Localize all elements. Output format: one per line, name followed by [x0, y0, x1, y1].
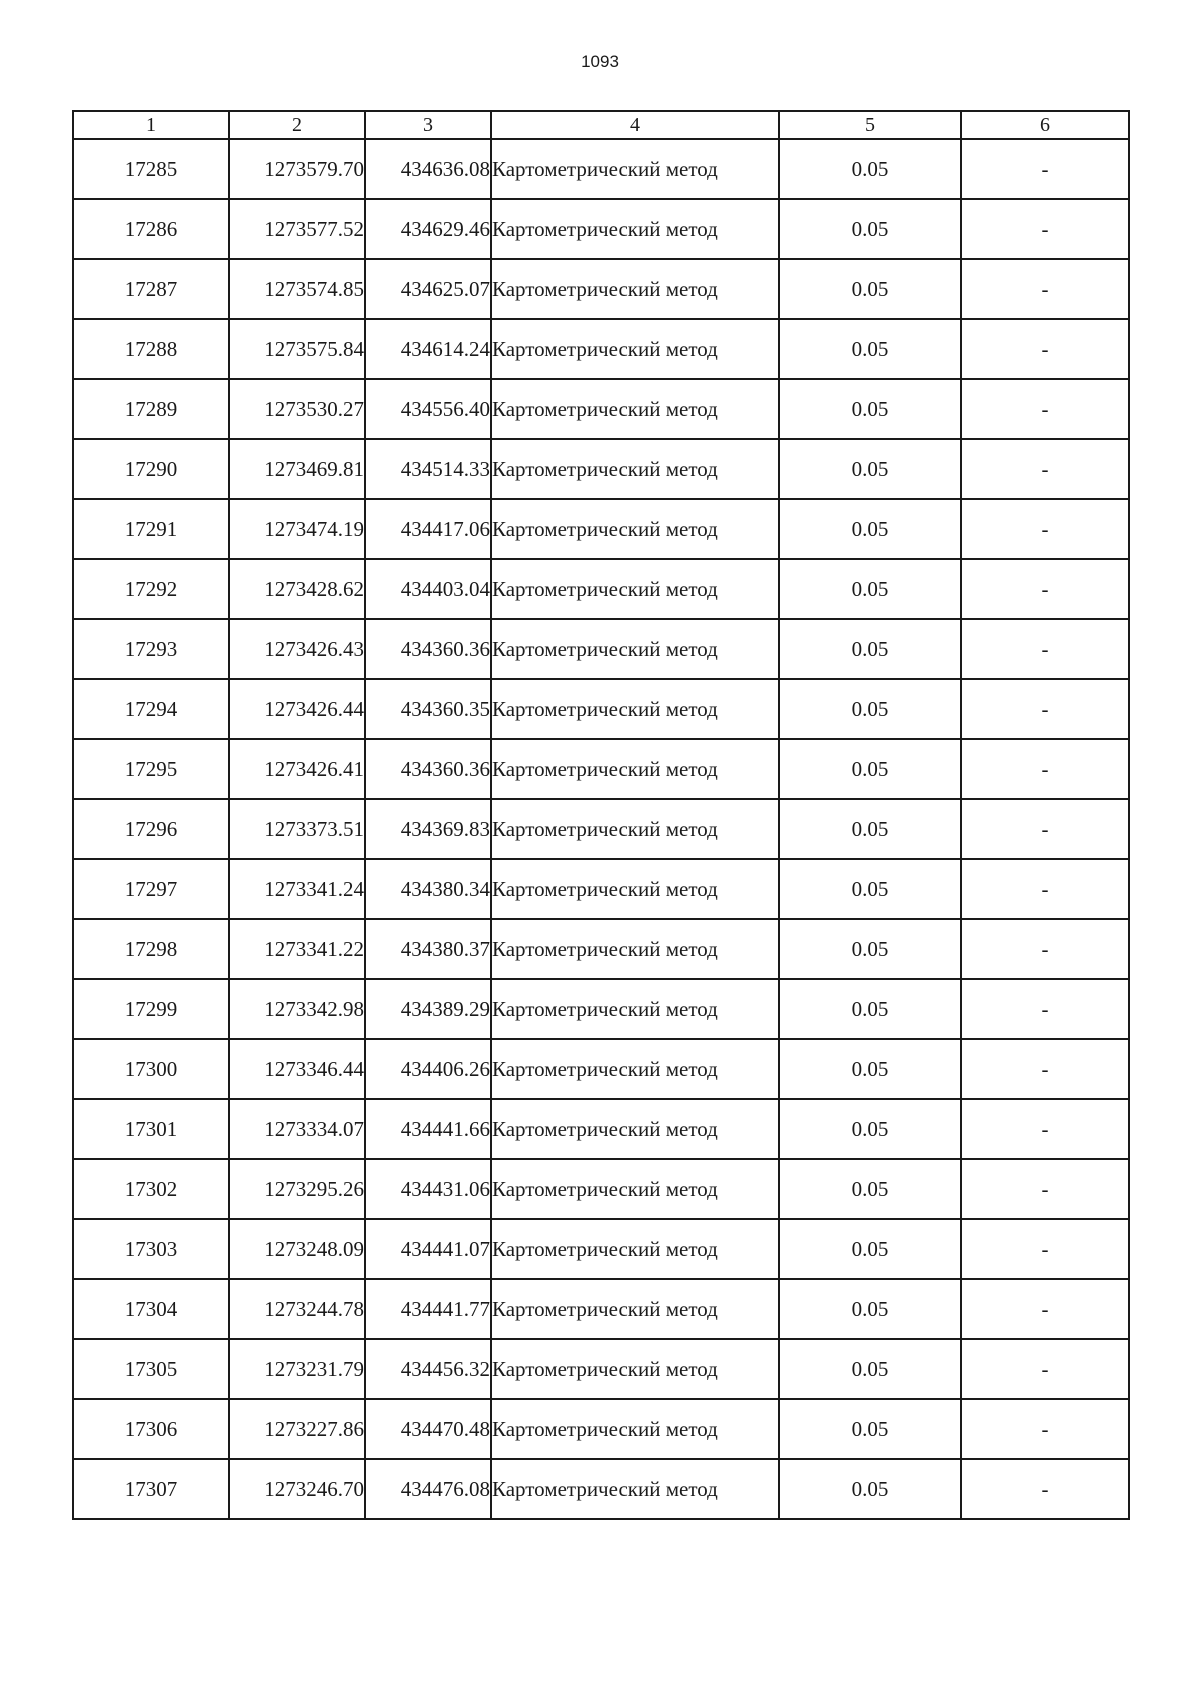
method-cell: Картометрический метод [491, 679, 779, 739]
note-cell: - [961, 799, 1129, 859]
point-number-cell: 17306 [73, 1399, 229, 1459]
x-coordinate-cell: 1273227.86 [229, 1399, 365, 1459]
method-cell: Картометрический метод [491, 559, 779, 619]
x-coordinate-cell: 1273334.07 [229, 1099, 365, 1159]
note-cell: - [961, 919, 1129, 979]
x-coordinate-cell: 1273530.27 [229, 379, 365, 439]
x-coordinate-cell: 1273295.26 [229, 1159, 365, 1219]
column-header: 5 [779, 111, 961, 139]
point-number-cell: 17292 [73, 559, 229, 619]
note-cell: - [961, 679, 1129, 739]
point-number-cell: 17289 [73, 379, 229, 439]
x-coordinate-cell: 1273244.78 [229, 1279, 365, 1339]
accuracy-cell: 0.05 [779, 439, 961, 499]
accuracy-cell: 0.05 [779, 1159, 961, 1219]
note-cell: - [961, 619, 1129, 679]
y-coordinate-cell: 434470.48 [365, 1399, 491, 1459]
accuracy-cell: 0.05 [779, 1039, 961, 1099]
table-row [73, 559, 1129, 619]
x-coordinate-cell: 1273474.19 [229, 499, 365, 559]
method-cell: Картометрический метод [491, 319, 779, 379]
y-coordinate-cell: 434360.36 [365, 739, 491, 799]
method-cell: Картометрический метод [491, 139, 779, 199]
y-coordinate-cell: 434389.29 [365, 979, 491, 1039]
table-body [73, 139, 1129, 1519]
column-header: 2 [229, 111, 365, 139]
accuracy-cell: 0.05 [779, 379, 961, 439]
y-coordinate-cell: 434636.08 [365, 139, 491, 199]
point-number-cell: 17301 [73, 1099, 229, 1159]
point-number-cell: 17294 [73, 679, 229, 739]
table-row [73, 1159, 1129, 1219]
y-coordinate-cell: 434431.06 [365, 1159, 491, 1219]
column-header: 3 [365, 111, 491, 139]
x-coordinate-cell: 1273341.24 [229, 859, 365, 919]
x-coordinate-cell: 1273341.22 [229, 919, 365, 979]
note-cell: - [961, 259, 1129, 319]
table-row [73, 919, 1129, 979]
y-coordinate-cell: 434406.26 [365, 1039, 491, 1099]
y-coordinate-cell: 434417.06 [365, 499, 491, 559]
point-number-cell: 17304 [73, 1279, 229, 1339]
method-cell: Картометрический метод [491, 1219, 779, 1279]
note-cell: - [961, 1279, 1129, 1339]
accuracy-cell: 0.05 [779, 799, 961, 859]
note-cell: - [961, 1399, 1129, 1459]
y-coordinate-cell: 434625.07 [365, 259, 491, 319]
y-coordinate-cell: 434441.77 [365, 1279, 491, 1339]
table-row [73, 439, 1129, 499]
x-coordinate-cell: 1273231.79 [229, 1339, 365, 1399]
point-number-cell: 17297 [73, 859, 229, 919]
method-cell: Картометрический метод [491, 499, 779, 559]
method-cell: Картометрический метод [491, 739, 779, 799]
x-coordinate-cell: 1273575.84 [229, 319, 365, 379]
table-row [73, 619, 1129, 679]
coordinates-table [72, 110, 1130, 1520]
point-number-cell: 17288 [73, 319, 229, 379]
table-row [73, 499, 1129, 559]
table-row [73, 679, 1129, 739]
point-number-cell: 17291 [73, 499, 229, 559]
method-cell: Картометрический метод [491, 1459, 779, 1519]
method-cell: Картометрический метод [491, 1099, 779, 1159]
accuracy-cell: 0.05 [779, 859, 961, 919]
table-row [73, 1219, 1129, 1279]
accuracy-cell: 0.05 [779, 1099, 961, 1159]
x-coordinate-cell: 1273248.09 [229, 1219, 365, 1279]
point-number-cell: 17295 [73, 739, 229, 799]
accuracy-cell: 0.05 [779, 559, 961, 619]
note-cell: - [961, 859, 1129, 919]
point-number-cell: 17290 [73, 439, 229, 499]
column-header: 1 [73, 111, 229, 139]
y-coordinate-cell: 434441.66 [365, 1099, 491, 1159]
note-cell: - [961, 319, 1129, 379]
x-coordinate-cell: 1273469.81 [229, 439, 365, 499]
x-coordinate-cell: 1273426.43 [229, 619, 365, 679]
point-number-cell: 17303 [73, 1219, 229, 1279]
page-number: 1093 [581, 52, 619, 71]
table-row [73, 979, 1129, 1039]
note-cell: - [961, 499, 1129, 559]
y-coordinate-cell: 434369.83 [365, 799, 491, 859]
point-number-cell: 17299 [73, 979, 229, 1039]
note-cell: - [961, 1159, 1129, 1219]
method-cell: Картометрический метод [491, 259, 779, 319]
note-cell: - [961, 1339, 1129, 1399]
table-row [73, 199, 1129, 259]
table-row [73, 1399, 1129, 1459]
table-row [73, 1459, 1129, 1519]
point-number-cell: 17287 [73, 259, 229, 319]
note-cell: - [961, 739, 1129, 799]
y-coordinate-cell: 434360.35 [365, 679, 491, 739]
note-cell: - [961, 559, 1129, 619]
y-coordinate-cell: 434441.07 [365, 1219, 491, 1279]
method-cell: Картометрический метод [491, 1399, 779, 1459]
y-coordinate-cell: 434360.36 [365, 619, 491, 679]
method-cell: Картометрический метод [491, 1279, 779, 1339]
method-cell: Картометрический метод [491, 1159, 779, 1219]
point-number-cell: 17293 [73, 619, 229, 679]
method-cell: Картометрический метод [491, 1039, 779, 1099]
accuracy-cell: 0.05 [779, 1279, 961, 1339]
y-coordinate-cell: 434614.24 [365, 319, 491, 379]
note-cell: - [961, 1219, 1129, 1279]
note-cell: - [961, 439, 1129, 499]
point-number-cell: 17298 [73, 919, 229, 979]
accuracy-cell: 0.05 [779, 319, 961, 379]
point-number-cell: 17305 [73, 1339, 229, 1399]
method-cell: Картометрический метод [491, 979, 779, 1039]
method-cell: Картометрический метод [491, 859, 779, 919]
method-cell: Картометрический метод [491, 1339, 779, 1399]
note-cell: - [961, 139, 1129, 199]
table-row [73, 1339, 1129, 1399]
y-coordinate-cell: 434514.33 [365, 439, 491, 499]
table-row [73, 379, 1129, 439]
table-row [73, 319, 1129, 379]
x-coordinate-cell: 1273579.70 [229, 139, 365, 199]
accuracy-cell: 0.05 [779, 499, 961, 559]
note-cell: - [961, 199, 1129, 259]
y-coordinate-cell: 434476.08 [365, 1459, 491, 1519]
column-header: 4 [491, 111, 779, 139]
point-number-cell: 17296 [73, 799, 229, 859]
x-coordinate-cell: 1273342.98 [229, 979, 365, 1039]
point-number-cell: 17285 [73, 139, 229, 199]
accuracy-cell: 0.05 [779, 259, 961, 319]
accuracy-cell: 0.05 [779, 979, 961, 1039]
note-cell: - [961, 979, 1129, 1039]
point-number-cell: 17286 [73, 199, 229, 259]
accuracy-cell: 0.05 [779, 679, 961, 739]
column-header: 6 [961, 111, 1129, 139]
x-coordinate-cell: 1273426.41 [229, 739, 365, 799]
note-cell: - [961, 1039, 1129, 1099]
point-number-cell: 17307 [73, 1459, 229, 1519]
method-cell: Картометрический метод [491, 379, 779, 439]
y-coordinate-cell: 434380.34 [365, 859, 491, 919]
table-header [73, 111, 1129, 139]
accuracy-cell: 0.05 [779, 199, 961, 259]
y-coordinate-cell: 434629.46 [365, 199, 491, 259]
note-cell: - [961, 1099, 1129, 1159]
accuracy-cell: 0.05 [779, 1219, 961, 1279]
table-row [73, 1279, 1129, 1339]
method-cell: Картометрический метод [491, 619, 779, 679]
accuracy-cell: 0.05 [779, 619, 961, 679]
table-row [73, 259, 1129, 319]
accuracy-cell: 0.05 [779, 739, 961, 799]
table-row [73, 739, 1129, 799]
note-cell: - [961, 379, 1129, 439]
table-row [73, 1039, 1129, 1099]
x-coordinate-cell: 1273426.44 [229, 679, 365, 739]
method-cell: Картометрический метод [491, 199, 779, 259]
x-coordinate-cell: 1273574.85 [229, 259, 365, 319]
y-coordinate-cell: 434556.40 [365, 379, 491, 439]
method-cell: Картометрический метод [491, 919, 779, 979]
x-coordinate-cell: 1273246.70 [229, 1459, 365, 1519]
point-number-cell: 17300 [73, 1039, 229, 1099]
x-coordinate-cell: 1273428.62 [229, 559, 365, 619]
accuracy-cell: 0.05 [779, 139, 961, 199]
accuracy-cell: 0.05 [779, 1459, 961, 1519]
header-row [73, 111, 1129, 139]
x-coordinate-cell: 1273346.44 [229, 1039, 365, 1099]
x-coordinate-cell: 1273373.51 [229, 799, 365, 859]
method-cell: Картометрический метод [491, 439, 779, 499]
accuracy-cell: 0.05 [779, 919, 961, 979]
accuracy-cell: 0.05 [779, 1339, 961, 1399]
y-coordinate-cell: 434403.04 [365, 559, 491, 619]
table-row [73, 139, 1129, 199]
y-coordinate-cell: 434456.32 [365, 1339, 491, 1399]
x-coordinate-cell: 1273577.52 [229, 199, 365, 259]
table-row [73, 859, 1129, 919]
table-row [73, 799, 1129, 859]
accuracy-cell: 0.05 [779, 1399, 961, 1459]
method-cell: Картометрический метод [491, 799, 779, 859]
note-cell: - [961, 1459, 1129, 1519]
y-coordinate-cell: 434380.37 [365, 919, 491, 979]
point-number-cell: 17302 [73, 1159, 229, 1219]
table-row [73, 1099, 1129, 1159]
